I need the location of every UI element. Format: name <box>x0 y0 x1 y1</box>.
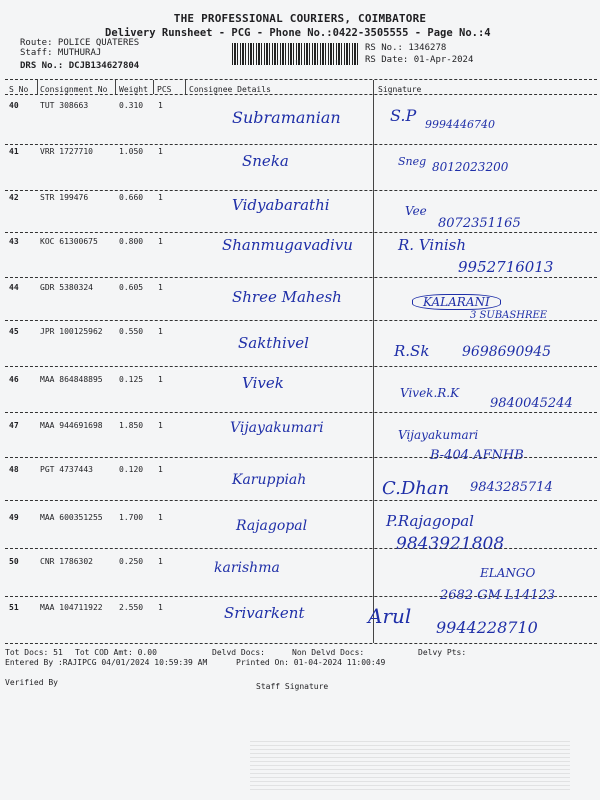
row-sno: 49 <box>9 513 19 522</box>
phone-handwriting: 8072351165 <box>438 216 521 231</box>
row-pcs: 1 <box>158 237 163 246</box>
row-rule <box>5 190 597 191</box>
stamp-handwriting: KALARANI <box>412 294 501 310</box>
consignee-handwriting: Shree Mahesh <box>232 288 342 306</box>
signature-handwriting: ELANGO <box>480 566 536 580</box>
signature-handwriting: 3 SUBASHREE <box>470 310 548 321</box>
phone-handwriting: 9698690945 <box>462 344 552 360</box>
row-rule <box>5 548 597 549</box>
col-divider <box>153 80 154 94</box>
row-weight: 1.850 <box>119 421 144 430</box>
row-sno: 45 <box>9 327 19 336</box>
barcode-image <box>232 43 360 65</box>
row-consignment: KOC 61300675 <box>40 237 98 246</box>
row-consignment: JPR 100125962 <box>40 327 103 336</box>
row-rule <box>5 457 597 458</box>
row-sno: 41 <box>9 147 19 156</box>
col-header-weight: Weight <box>119 85 148 94</box>
row-pcs: 1 <box>158 283 163 292</box>
row-sno: 50 <box>9 557 19 566</box>
table-bottom-rule <box>5 643 597 644</box>
row-pcs: 1 <box>158 603 163 612</box>
consignee-handwriting: Subramanian <box>232 108 341 127</box>
row-weight: 0.800 <box>119 237 144 246</box>
row-consignment: MAA 944691698 <box>40 421 103 430</box>
row-weight: 0.250 <box>119 557 144 566</box>
consignee-handwriting: Vivek <box>242 374 284 392</box>
signature-handwriting: C.Dhan <box>382 478 450 499</box>
consignee-handwriting: Sakthivel <box>238 334 309 352</box>
row-rule <box>5 144 597 145</box>
row-consignment: GDR 5380324 <box>40 283 93 292</box>
row-rule <box>5 320 597 321</box>
row-rule <box>5 232 597 233</box>
address-handwriting: B-404 AFNHB <box>430 448 524 463</box>
phone-handwriting: 8012023200 <box>432 160 509 174</box>
row-sno: 47 <box>9 421 19 430</box>
row-pcs: 1 <box>158 375 163 384</box>
signature-col-divider <box>373 80 374 643</box>
faded-watermark-image <box>250 740 570 790</box>
delivered-docs: Delvd Docs: <box>212 648 265 657</box>
row-consignment: VRR 1727710 <box>40 147 93 156</box>
drs-number: DRS No.: DCJB134627804 <box>20 61 140 71</box>
col-header-consignee: Consignee Details <box>189 85 271 94</box>
row-weight: 2.550 <box>119 603 144 612</box>
entered-by: Entered By :RAJIPCG 04/01/2024 10:59:39 AM <box>5 658 208 667</box>
non-delivered-docs: Non Delvd Docs: <box>292 648 365 657</box>
signature-handwriting: Sneg <box>398 155 427 168</box>
col-header-sno: S No <box>9 85 29 94</box>
rs-date: RS Date: 01-Apr-2024 <box>365 55 474 65</box>
staff-label: Staff: MUTHURAJ <box>20 48 102 58</box>
total-cod-amount: Tot COD Amt: 0.00 <box>75 648 157 657</box>
row-weight: 0.125 <box>119 375 144 384</box>
consignee-handwriting: karishma <box>214 560 280 576</box>
row-pcs: 1 <box>158 421 163 430</box>
consignee-handwriting: Shanmugavadivu <box>222 236 353 254</box>
row-consignment: CNR 1786302 <box>40 557 93 566</box>
consignee-handwriting: Rajagopal <box>236 518 308 534</box>
route-label: Route: POLICE QUATERES <box>20 38 140 48</box>
employee-id-handwriting: 2682 GM L14123 <box>440 588 556 603</box>
row-pcs: 1 <box>158 327 163 336</box>
row-sno: 46 <box>9 375 19 384</box>
col-header-signature: Signature <box>378 85 422 94</box>
row-weight: 0.660 <box>119 193 144 202</box>
phone-handwriting: 9994446740 <box>425 118 495 131</box>
phone-handwriting: 9843285714 <box>470 480 553 495</box>
col-divider <box>185 80 186 94</box>
phone-handwriting: 9944228710 <box>436 618 538 637</box>
staff-signature: Staff Signature <box>256 682 329 691</box>
row-pcs: 1 <box>158 193 163 202</box>
row-rule <box>5 500 597 501</box>
rs-number: RS No.: 1346278 <box>365 43 447 53</box>
delivery-points: Delvy Pts: <box>418 648 467 657</box>
row-rule <box>5 277 597 278</box>
row-consignment: PGT 4737443 <box>40 465 93 474</box>
table-top-rule <box>5 79 597 80</box>
row-consignment: MAA 600351255 <box>40 513 103 522</box>
row-consignment: MAA 104711922 <box>40 603 103 612</box>
signature-handwriting: R.Sk <box>394 342 430 360</box>
signature-handwriting: Arul <box>368 604 412 628</box>
row-weight: 0.550 <box>119 327 144 336</box>
row-rule <box>5 596 597 597</box>
row-sno: 48 <box>9 465 19 474</box>
verified-by: Verified By <box>5 678 58 687</box>
company-name: THE PROFESSIONAL COURIERS, COIMBATORE <box>173 12 427 25</box>
row-pcs: 1 <box>158 557 163 566</box>
row-consignment: TUT 308663 <box>40 101 89 110</box>
signature-handwriting: P.Rajagopal <box>386 512 474 530</box>
row-sno: 51 <box>9 603 19 612</box>
signature-handwriting: S.P <box>390 106 417 125</box>
runsheet-title: Delivery Runsheet - PCG - Phone No.:0422-3505555 - Page No.:4 <box>105 27 491 39</box>
row-weight: 0.120 <box>119 465 144 474</box>
row-weight: 1.700 <box>119 513 144 522</box>
signature-handwriting: R. Vinish <box>398 236 467 254</box>
phone-handwriting: 9840045244 <box>490 396 573 411</box>
consignee-handwriting: Vidyabarathi <box>232 196 330 214</box>
row-weight: 0.310 <box>119 101 144 110</box>
consignee-handwriting: Srivarkent <box>224 604 305 622</box>
row-sno: 43 <box>9 237 19 246</box>
row-weight: 1.050 <box>119 147 144 156</box>
row-consignment: STR 199476 <box>40 193 89 202</box>
row-rule <box>5 412 597 413</box>
row-sno: 44 <box>9 283 19 292</box>
phone-handwriting: 9952716013 <box>458 258 554 276</box>
row-weight: 0.605 <box>119 283 144 292</box>
printed-on: Printed On: 01-04-2024 11:00:49 <box>236 658 386 667</box>
row-pcs: 1 <box>158 513 163 522</box>
col-header-consignment: Consignment No <box>40 85 108 94</box>
col-divider <box>115 80 116 94</box>
row-sno: 42 <box>9 193 19 202</box>
row-pcs: 1 <box>158 465 163 474</box>
consignee-handwriting: Karuppiah <box>232 472 307 488</box>
row-pcs: 1 <box>158 147 163 156</box>
col-header-pcs: PCS <box>157 85 172 94</box>
row-rule <box>5 366 597 367</box>
signature-handwriting: Vee <box>405 204 427 218</box>
consignee-handwriting: Vijayakumari <box>230 420 324 436</box>
total-docs: Tot Docs: 51 <box>5 648 63 657</box>
col-divider <box>37 80 38 94</box>
signature-handwriting: Vijayakumari <box>398 428 479 442</box>
phone-handwriting: 9843921808 <box>396 534 505 554</box>
row-sno: 40 <box>9 101 19 110</box>
consignee-handwriting: Sneka <box>242 152 289 170</box>
signature-handwriting: Vivek.R.K <box>400 386 460 400</box>
row-pcs: 1 <box>158 101 163 110</box>
row-consignment: MAA 864848895 <box>40 375 103 384</box>
